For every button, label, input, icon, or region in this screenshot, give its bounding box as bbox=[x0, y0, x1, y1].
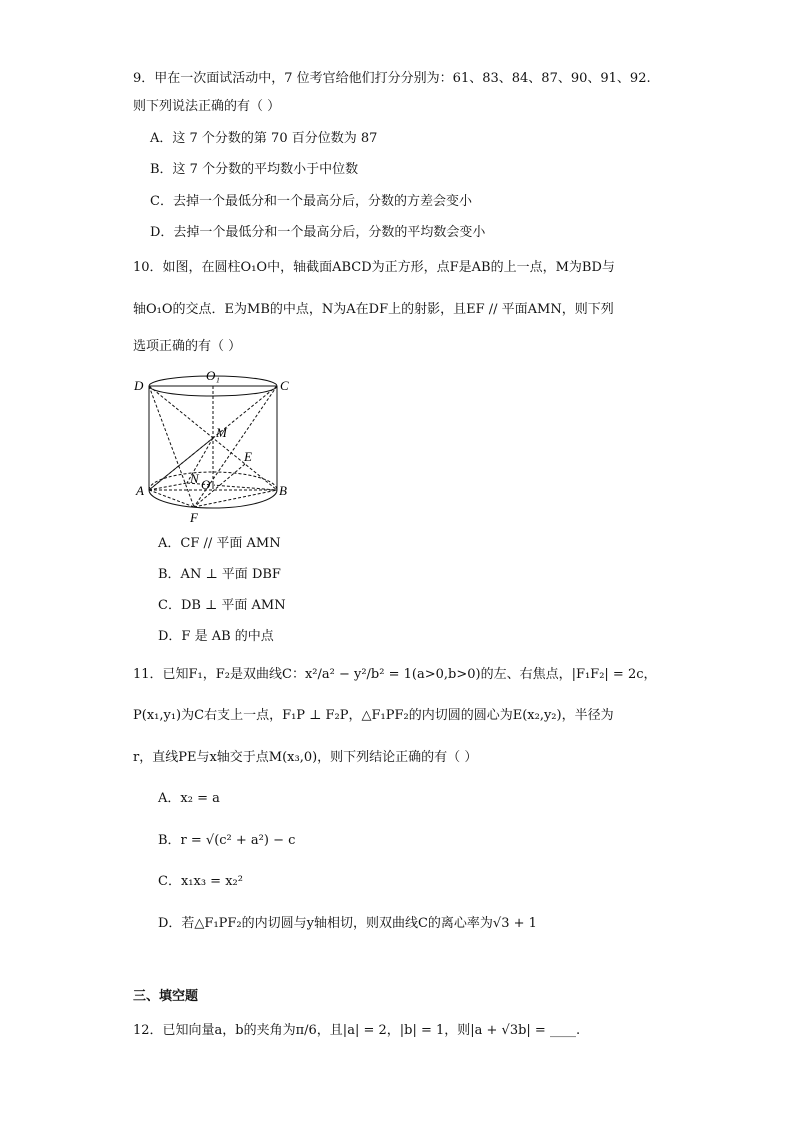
q9-option-b: B．这 7 个分数的平均数小于中位数 bbox=[150, 162, 359, 177]
q12-stem: 12．已知向量a，b的夹角为π/6，且|a| = 2，|b| = 1，则|a + √3b| = ____. bbox=[133, 1023, 581, 1038]
q10-option-c: C．DB ⊥ 平面 AMN bbox=[158, 598, 286, 613]
label-o: O bbox=[201, 477, 211, 492]
q11-option-a: A．x₂ = a bbox=[158, 791, 220, 806]
bottom-ellipse-front bbox=[149, 490, 277, 508]
q11-stem-line3: r，直线PE与x轴交于点M(x₃,0)，则下列结论正确的有（ ） bbox=[133, 750, 478, 765]
label-n: N bbox=[190, 471, 199, 486]
q11-option-d: D．若△F₁PF₂的内切圆与y轴相切，则双曲线C的离心率为√3 + 1 bbox=[158, 916, 537, 931]
q10-stem-line1: 10．如图，在圆柱O₁O中，轴截面ABCD为正方形，点F是AB的上一点，M为BD与 bbox=[133, 260, 615, 275]
q11-option-c: C．x₁x₃ = x₂² bbox=[158, 874, 243, 889]
label-b: B bbox=[279, 483, 287, 498]
q9-option-d: D．去掉一个最低分和一个最高分后，分数的平均数会变小 bbox=[150, 225, 486, 240]
label-m: M bbox=[216, 425, 227, 440]
segment-fb bbox=[194, 490, 277, 507]
label-d: D bbox=[134, 378, 144, 393]
section-title: 三、填空题 bbox=[133, 989, 199, 1004]
cylinder-figure bbox=[128, 366, 298, 526]
q11-stem-line1: 11．已知F₁，F₂是双曲线C：x²/a² − y²/b² = 1(a>0,b>0)的左、右焦点，|F₁F₂| = 2c， bbox=[133, 667, 657, 682]
q9-stem-text: 9．甲在一次面试活动中，7 位考官给他们打分分别为：61、83、84、87、90、91、92. bbox=[133, 71, 651, 86]
q11-option-b: B．r = √(c² + a²) − c bbox=[158, 833, 296, 848]
q9-option-a: A．这 7 个分数的第 70 百分位数为 87 bbox=[150, 131, 378, 146]
label-e: E bbox=[244, 449, 252, 464]
segment-an bbox=[149, 483, 187, 490]
q10-stem-line3: 选项正确的有（ ） bbox=[133, 339, 242, 354]
label-o1: O₁ bbox=[206, 368, 220, 383]
q9-stem-line1 bbox=[133, 70, 651, 88]
q9-option-c: C．去掉一个最低分和一个最高分后，分数的方差会变小 bbox=[150, 194, 472, 209]
q9-stem-line2: 则下列说法正确的有（ ） bbox=[133, 99, 281, 114]
q10-option-d: D．F 是 AB 的中点 bbox=[158, 629, 274, 644]
q10-option-b: B．AN ⊥ 平面 DBF bbox=[158, 567, 281, 582]
q11-stem-line2: P(x₁,y₁)为C右支上一点，F₁P ⊥ F₂P，△F₁PF₂的内切圆的圆心为E(x₂,y₂)，半径为 bbox=[133, 708, 614, 723]
q10-stem-line2: 轴O₁O的交点．E为MB的中点，N为A在DF上的射影，且EF // 平面AMN，则下列 bbox=[133, 302, 614, 317]
label-c: C bbox=[280, 378, 289, 393]
label-a: A bbox=[136, 483, 144, 498]
q10-option-a: A．CF // 平面 AMN bbox=[158, 536, 281, 551]
label-f: F bbox=[190, 510, 198, 525]
